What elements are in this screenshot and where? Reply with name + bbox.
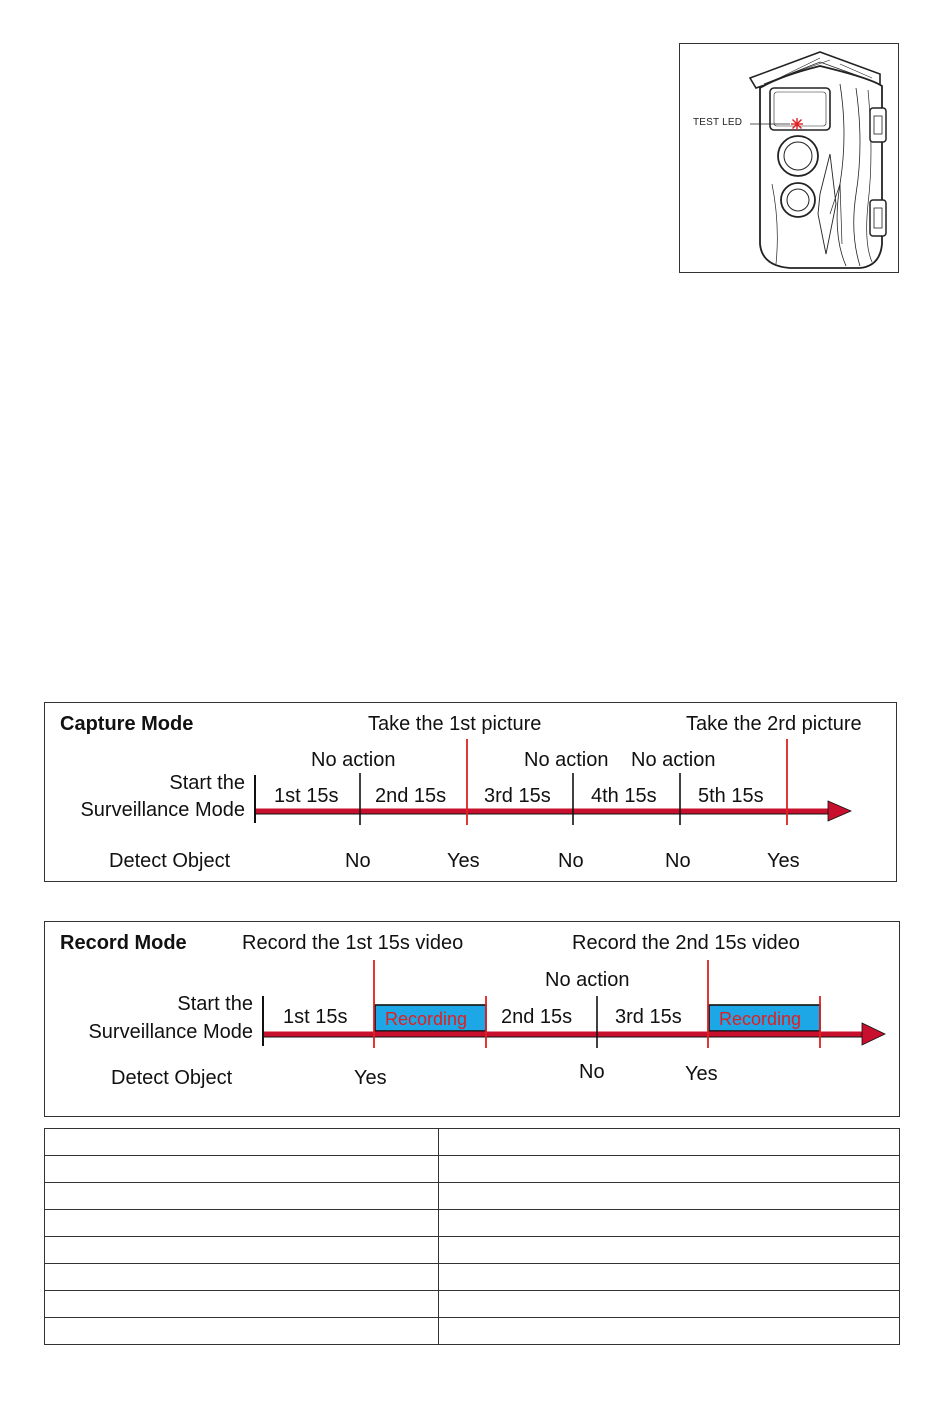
detect-value: No — [665, 850, 691, 872]
table-row — [45, 1156, 900, 1183]
action-label: No action — [631, 749, 716, 771]
test-led-label: TEST LED — [693, 117, 743, 128]
recording-label: Recording — [385, 1009, 468, 1029]
interval-label: 3rd 15s — [615, 1006, 682, 1028]
table-cell — [439, 1237, 900, 1264]
table-cell — [439, 1264, 900, 1291]
detect-value: Yes — [685, 1063, 718, 1085]
action-label: No action — [311, 749, 396, 771]
timeline-arrow-icon — [862, 1023, 885, 1045]
top-label: Record the 2nd 15s video — [572, 932, 800, 954]
table-cell — [45, 1318, 439, 1345]
table-row — [45, 1183, 900, 1210]
detect-value: No — [579, 1061, 605, 1083]
table-cell — [439, 1210, 900, 1237]
start-label-line2: Surveillance Mode — [80, 799, 245, 821]
detect-value: Yes — [447, 850, 480, 872]
capture-mode-diagram — [44, 702, 897, 882]
action-label: No action — [524, 749, 609, 771]
table-cell — [439, 1183, 900, 1210]
detect-value: Yes — [767, 850, 800, 872]
table-cell — [45, 1264, 439, 1291]
top-label: Record the 1st 15s video — [242, 932, 464, 954]
record-mode-title: Record Mode — [60, 932, 187, 954]
table-row — [45, 1129, 900, 1156]
interval-label: 3rd 15s — [484, 785, 551, 807]
table-row — [45, 1237, 900, 1264]
empty-table — [44, 1128, 900, 1345]
table-cell — [45, 1129, 439, 1156]
table-row — [45, 1210, 900, 1237]
start-label-line1: Start the — [177, 993, 253, 1015]
table-cell — [45, 1237, 439, 1264]
interval-label: 4th 15s — [591, 785, 657, 807]
table-cell — [439, 1291, 900, 1318]
detect-value: No — [558, 850, 584, 872]
table-cell — [439, 1318, 900, 1345]
detect-object-label: Detect Object — [109, 850, 231, 872]
table-cell — [45, 1291, 439, 1318]
table-cell — [439, 1156, 900, 1183]
detect-object-label: Detect Object — [111, 1067, 233, 1089]
table-row — [45, 1318, 900, 1345]
interval-label: 1st 15s — [274, 785, 339, 807]
interval-label: 5th 15s — [698, 785, 764, 807]
table-cell — [45, 1183, 439, 1210]
led-star-icon — [791, 118, 803, 130]
top-label: Take the 1st picture — [368, 713, 542, 735]
camera-figure — [679, 43, 899, 273]
top-label: Take the 2rd picture — [686, 713, 862, 735]
interval-label: 1st 15s — [283, 1006, 348, 1028]
trail-camera-icon — [680, 44, 900, 274]
start-label-line2: Surveillance Mode — [88, 1021, 253, 1043]
action-label: No action — [545, 969, 630, 991]
recording-label: Recording — [719, 1009, 802, 1029]
interval-label: 2nd 15s — [501, 1006, 573, 1028]
start-label-line1: Start the — [169, 772, 245, 794]
record-mode-diagram — [44, 921, 900, 1117]
table-row — [45, 1291, 900, 1318]
table-cell — [45, 1210, 439, 1237]
table-row — [45, 1264, 900, 1291]
timeline-arrow-icon — [828, 801, 851, 821]
table-cell — [45, 1156, 439, 1183]
capture-mode-title: Capture Mode — [60, 713, 194, 735]
table-cell — [439, 1129, 900, 1156]
interval-label: 2nd 15s — [375, 785, 447, 807]
detect-value: No — [345, 850, 371, 872]
detect-value: Yes — [354, 1067, 387, 1089]
